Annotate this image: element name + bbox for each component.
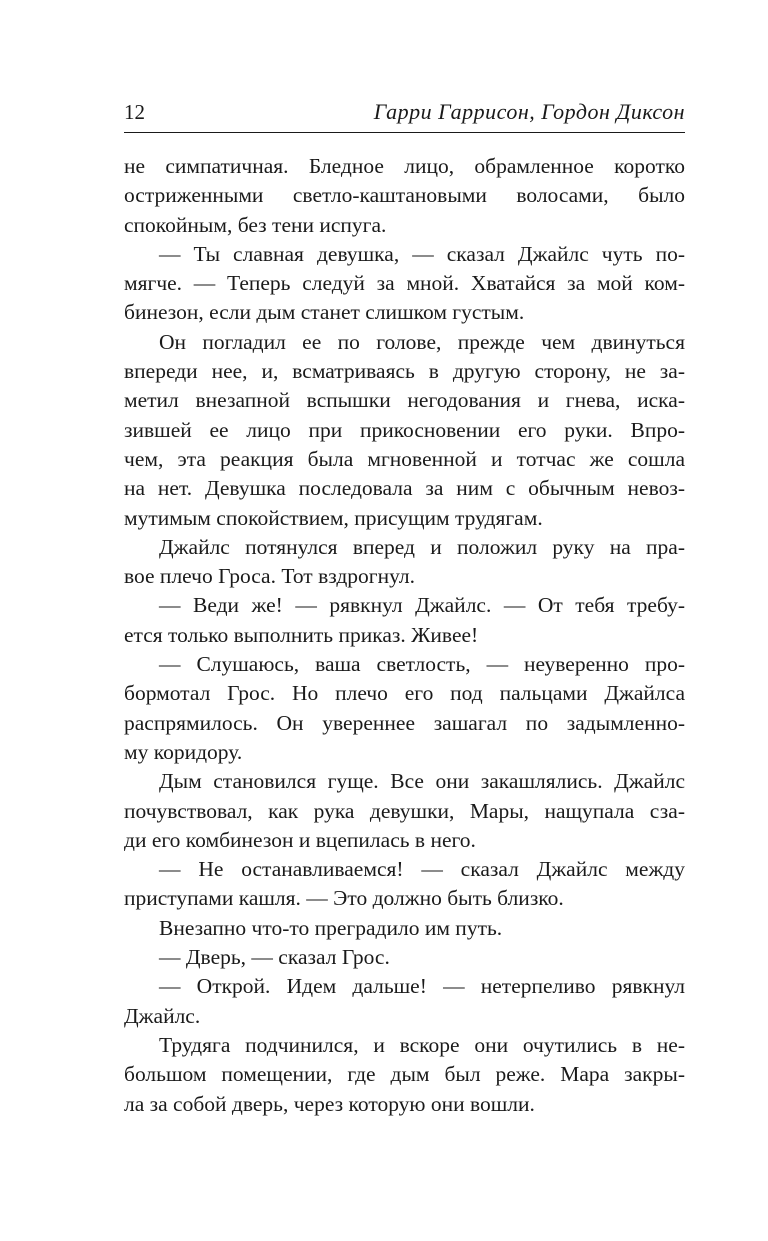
text-line: — Веди же! — рявкнул Джайлс. — От тебя требу-	[159, 593, 685, 618]
header-rule	[124, 132, 685, 133]
text-line: — Слушаюсь, ваша светлость, — неуверенно про-	[159, 652, 685, 677]
text-line: зившей ее лицо при прикосновении его руки. Впро-	[124, 417, 685, 442]
page-header	[124, 96, 685, 128]
text-line: Внезапно что-то преградило им путь.	[159, 915, 503, 940]
text-line: му коридору.	[124, 739, 243, 764]
text-line: распрямилось. Он увереннее зашагал по задымленно-	[124, 710, 685, 735]
text-line: на нет. Девушка последовала за ним с обычным невоз-	[124, 476, 685, 501]
text-line: Дым становился гуще. Все они закашлялись. Джайлс	[159, 769, 685, 794]
text-line: Он погладил ее по голове, прежде чем двинуться	[159, 329, 685, 354]
text-line: ется только выполнить приказ. Живее!	[124, 622, 479, 647]
page-number: 12	[124, 100, 145, 124]
text-line: не симпатичная. Бледное лицо, обрамленное коротко	[124, 154, 685, 178]
text-line: большом помещении, где дым был реже. Мара закры-	[124, 1062, 685, 1087]
text-line: приступами кашля. — Это должно быть близко.	[124, 886, 564, 911]
text-line: Джайлс.	[124, 1003, 201, 1028]
text-line: бормотал Грос. Но плечо его под пальцами Джайлса	[124, 681, 685, 706]
text-line: остриженными светло-каштановыми волосами, было	[124, 183, 685, 208]
text-line: вое плечо Гроса. Тот вздрогнул.	[124, 564, 416, 589]
text-line: впереди нее, и, всматриваясь в другую сторону, не за-	[124, 359, 685, 384]
text-line: спокойным, без тени испуга.	[124, 212, 387, 237]
text-line: ди его комбинезон и вцепилась в него.	[124, 827, 476, 852]
text-line: — Ты славная девушка, — сказал Джайлс чуть по-	[159, 241, 685, 266]
text-line: — Не останавливаемся! — сказал Джайлс между	[159, 857, 685, 882]
text-line: — Открой. Идем дальше! — нетерпеливо рявкнул	[159, 974, 685, 999]
text-line: почувствовал, как рука девушки, Мары, нащупала сза-	[124, 798, 685, 823]
text-line: Джайлс потянулся вперед и положил руку на пра-	[159, 534, 685, 559]
text-line: бинезон, если дым станет слишком густым.	[124, 300, 525, 325]
text-line: ла за собой дверь, через которую они вошли.	[124, 1091, 535, 1116]
text-line: мутимым спокойствием, присущим трудягам.	[124, 505, 543, 530]
text-line: — Дверь, — сказал Грос.	[159, 945, 390, 970]
text-line: Трудяга подчинился, и вскоре они очутились в не-	[159, 1032, 685, 1057]
text-line: метил внезапной вспышки негодования и гнева, иска-	[124, 388, 685, 413]
body-text	[124, 152, 685, 1119]
text-line: мягче. — Теперь следуй за мной. Хватайся за мой ком-	[124, 271, 685, 296]
text-line: чем, эта реакция была мгновенной и тотчас же сошла	[124, 446, 685, 471]
running-title: Гарри Гаррисон, Гордон Диксон	[373, 99, 685, 124]
